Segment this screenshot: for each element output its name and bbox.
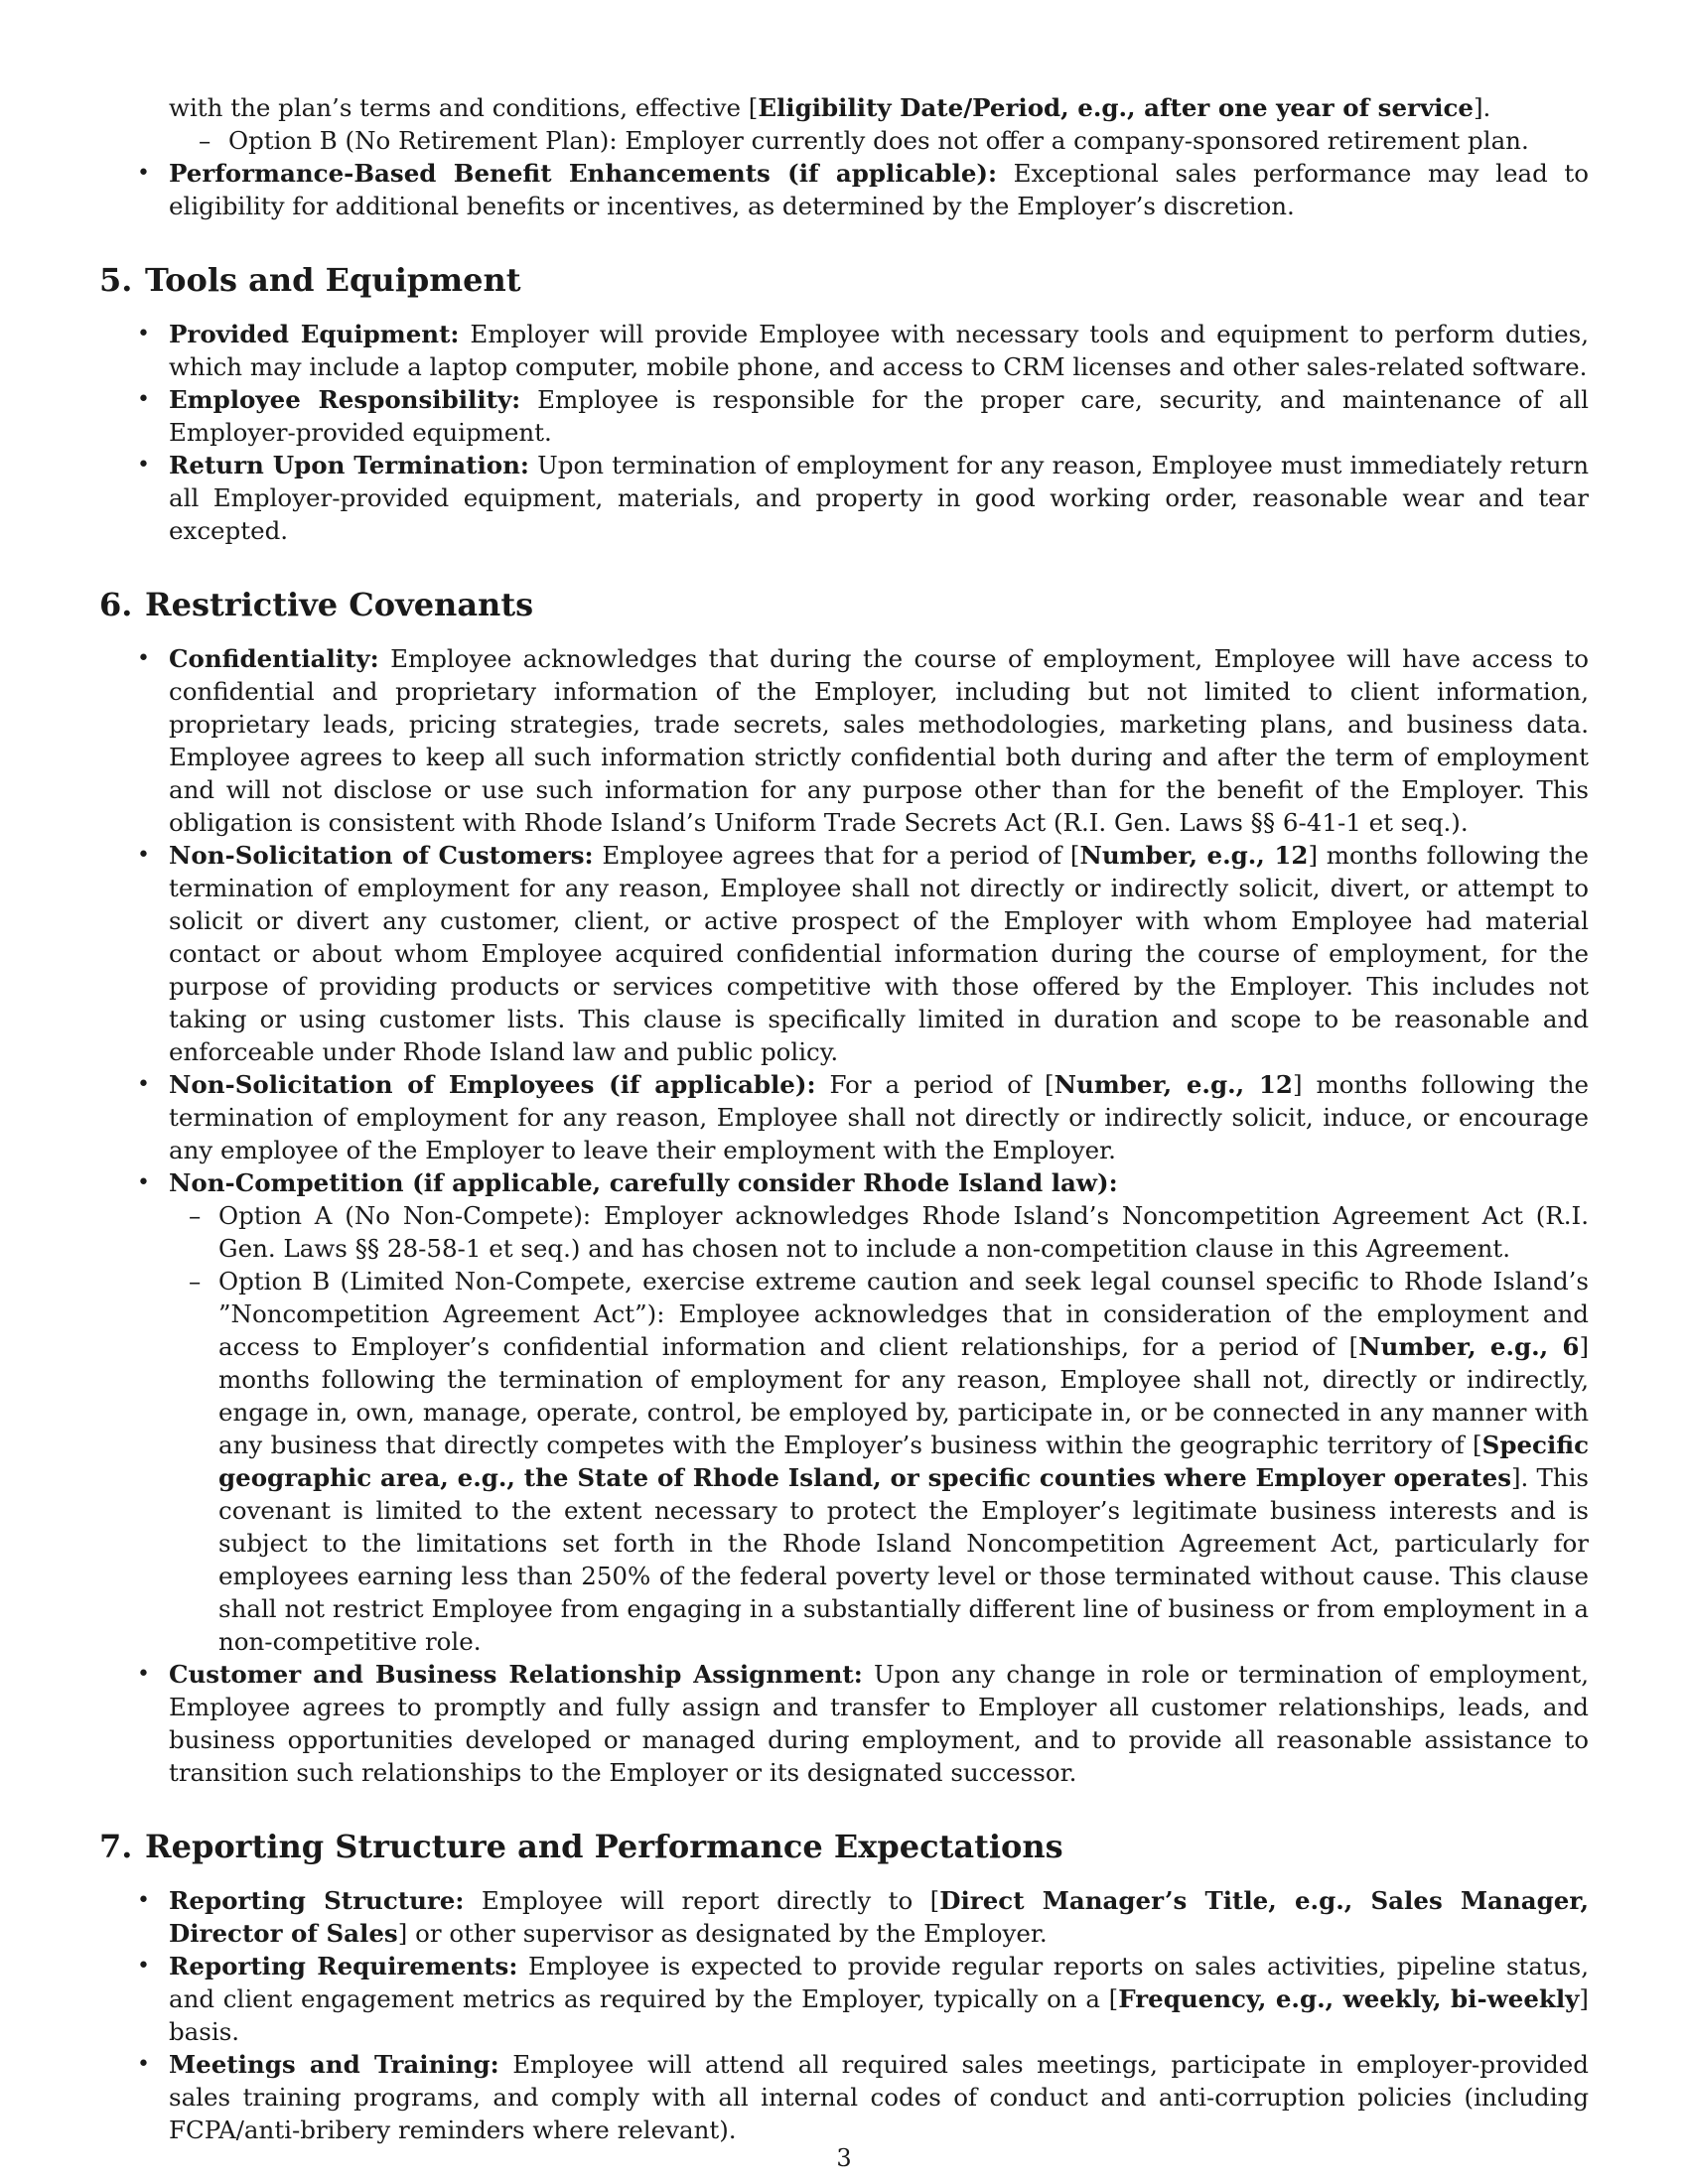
section-heading-5 [99, 260, 1589, 300]
section-number: 5. [99, 261, 133, 299]
section-number: 7. [99, 1828, 133, 1865]
section-heading-7 [99, 1827, 1589, 1866]
placeholder-field: Specific geographic area, e.g., the State of Rhode Island, or specific counties where Employer operates [218, 1431, 1589, 1492]
placeholder-field: Direct Manager’s Title, e.g., Sales Manager, Director of Sales [169, 1886, 1589, 1948]
section-heading-6 [99, 585, 1589, 624]
item-text: Employee acknowledges that during the course of employment, Employee will have access to confidential and proprietary information of the Employer, including but not limited to client information, proprietary leads, pricing strategies, trade secrets, sales methodologies, marketing plans, and business data. Employee agrees to keep all such information strictly confidential both during and after the term of employment and will not disclose or use such information for any purpose other than for the benefit of the Employer. This obligation is consistent with Rhode Island’s Uniform Trade Secrets Act (R.I. Gen. Laws §§ 6-41-1 et seq.). [169, 644, 1589, 837]
item-label: Reporting Structure: [169, 1886, 465, 1915]
item-label: Non-Solicitation of Employees (if applicable): [169, 1070, 816, 1099]
section-title: Tools and Equipment [145, 261, 521, 299]
item-text: ] months following the termination of employment for any reason, Employee shall not, directly or indirectly, engage in, own, manage, operate, control, be employed by, participate in, or be connected in any manner with any business that directly competes with the Employer’s business within the geographic territory of [ [218, 1332, 1589, 1459]
item-label: Return Upon Termination: [169, 451, 529, 479]
item-text: ] or other supervisor as designated by the Employer. [397, 1919, 1048, 1948]
sub-list [169, 124, 1589, 157]
sub-list [159, 1199, 1589, 1658]
list-item [99, 1068, 1589, 1166]
list-item [99, 449, 1589, 547]
section-title: Restrictive Covenants [145, 586, 534, 623]
placeholder-field: Number, e.g., 12 [1054, 1070, 1293, 1099]
item-text: ]. This covenant is limited to the extent necessary to protect the Employer’s legitimate business interests and is subject to the limitations set forth in the Rhode Island Noncompetition Agreement Act, particularly for employees earning less than 250% of the federal poverty level or those terminated without cause. This clause shall not restrict Employee from engaging in a substantially different line of business or from employment in a non-competitive role. [218, 1463, 1589, 1656]
bullet-list [99, 157, 1589, 222]
item-label: Non-Solicitation of Customers: [169, 841, 594, 870]
item-label: Employee Responsibility: [169, 385, 521, 414]
text-run: with the plan’s terms and conditions, effective [ [169, 93, 759, 122]
list-item [99, 642, 1589, 839]
item-label: Customer and Business Relationship Assignment: [169, 1660, 863, 1689]
placeholder-field: Number, e.g., 6 [1358, 1332, 1580, 1361]
item-label: Meetings and Training: [169, 2050, 499, 2079]
sub-list-item: – Option B (No Retirement Plan): Employer currently does not offer a company-sponsored retirement plan. [169, 124, 1589, 157]
item-label: Non-Competition (if applicable, carefully consider Rhode Island law): [169, 1168, 1118, 1197]
list-item [99, 383, 1589, 449]
list-item [99, 1884, 1589, 1950]
bullet-list [99, 1884, 1589, 2146]
item-text: For a period of [ [815, 1070, 1055, 1099]
page-content [99, 91, 1589, 2146]
item-text: Upon termination of employment for any reason, Employee must immediately return all Employer-provided equipment, materials, and property in good working order, reasonable wear and tear excepted. [169, 451, 1589, 545]
item-text: Employee will attend all required sales meetings, participate in employer-provided sales training programs, and comply with all internal codes of conduct and anti-corruption policies (including FCPA/anti-bribery reminders where relevant). [169, 2050, 1589, 2144]
item-text: Employer will provide Employee with necessary tools and equipment to perform duties, which may include a laptop computer, mobile phone, and access to CRM licenses and other sales-related software. [169, 320, 1589, 381]
item-label: Provided Equipment: [169, 320, 460, 348]
bullet-list [99, 318, 1589, 547]
list-item [99, 839, 1589, 1068]
item-text: Employee is expected to provide regular reports on sales activities, pipeline status, and client engagement metrics as required by the Employer, typically on a [ [169, 1952, 1589, 2013]
sub-list-item [159, 1265, 1589, 1658]
list-item [99, 1658, 1589, 1789]
item-text: Employee is responsible for the proper care, security, and maintenance of all Employer-provided equipment. [169, 385, 1590, 447]
placeholder-field: Number, e.g., 12 [1079, 841, 1309, 870]
placeholder-field: Eligibility Date/Period, e.g., after one year of service [758, 93, 1474, 122]
page-number: 3 [836, 2144, 852, 2172]
item-text: ] months following the termination of employment for any reason, Employee shall not directly or indirectly solicit, divert, or attempt to solicit or divert any customer, client, or active prospect of the Employer with whom Employee had material contact or about whom Employee acquired confidential information during the course of employment, for the purpose of providing products or services competitive with those offered by the Employer. This includes not taking or using customer lists. This clause is specifically limited in duration and scope to be reasonable and enforceable under Rhode Island law and public policy. [169, 841, 1589, 1066]
section-title: Reporting Structure and Performance Expectations [145, 1828, 1063, 1865]
section-number: 6. [99, 586, 133, 623]
list-item [99, 318, 1589, 383]
list-item [99, 1950, 1589, 2048]
sub-list-item: – Option A (No Non-Compete): Employer acknowledges Rhode Island’s Noncompetition Agreement Act (R.I. Gen. Laws §§ 28-58-1 et seq.) and has chosen not to include a non-competition clause in this Agreement. [159, 1199, 1589, 1265]
item-text: Upon any change in role or termination of employment, Employee agrees to promptly and fully assign and transfer to Employer all customer relationships, leads, and business opportunities developed or managed during employment, and to provide all reasonable assistance to transition such relationships to the Employer or its designated successor. [169, 1660, 1589, 1787]
text-run: ]. [1474, 93, 1491, 122]
item-label: Performance-Based Benefit Enhancements (if applicable): [169, 159, 998, 188]
list-item [99, 2048, 1589, 2146]
item-label: Reporting Requirements: [169, 1952, 518, 1980]
item-text: Exceptional sales performance may lead to eligibility for additional benefits or incentives, as determined by the Employer’s discretion. [169, 159, 1589, 220]
item-label: Confidentiality: [169, 644, 379, 673]
item-text: Employee will report directly to [ [464, 1886, 940, 1915]
bullet-list [99, 642, 1589, 1789]
list-item [99, 157, 1589, 222]
continued-paragraph [169, 91, 1589, 124]
list-item [99, 1166, 1589, 1658]
item-text: Employee agrees that for a period of [ [593, 841, 1080, 870]
item-text: ] months following the termination of employment for any reason, Employee shall not directly or indirectly solicit, induce, or encourage any employee of the Employer to leave their employment with the Employer. [169, 1070, 1589, 1164]
item-text: ] basis. [169, 1984, 1589, 2046]
placeholder-field: Frequency, e.g., weekly, bi-weekly [1118, 1984, 1580, 2013]
item-text: Option B (Limited Non-Compete, exercise extreme caution and seek legal counsel specific to Rhode Island’s ”Noncompetition Agreement Act”): Employee acknowledges that in consideration of the employment and access to Employer’s confidential information and client relationships, for a period of [ [218, 1267, 1589, 1361]
